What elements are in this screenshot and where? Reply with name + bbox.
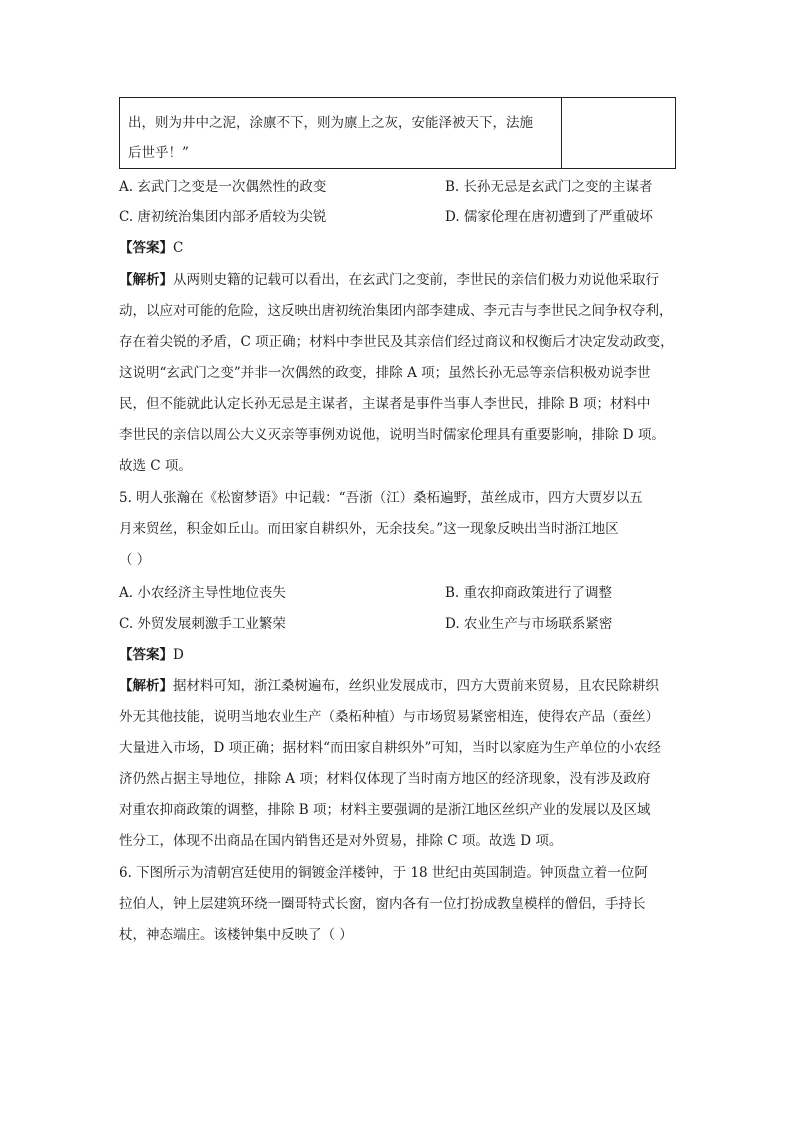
q5-analysis-line-5: 对重农抑商政策的调整，排除 B 项；材料主要强调的是浙江地区丝织产业的发展以及区域	[119, 802, 651, 818]
q5-answer-value: D	[173, 647, 184, 663]
quote-empty-cell	[562, 98, 675, 168]
q4-analysis-line-1: 【解析】从两则史籍的记载可以看出，在玄武门之变前，李世民的亲信们极力劝说他采取行	[119, 272, 659, 288]
quote-table	[119, 97, 676, 169]
q4-analysis	[119, 265, 679, 482]
q5-option-a: A. 小农经济主导性地位丧失	[119, 585, 286, 601]
q4-analysis-line-5: 民，但不能就此认定长孙无忌是主谋者，主谋者是事件当事人李世民，排除 B 项；材料中	[119, 396, 651, 412]
q6-stem-line-1: 6. 下图所示为清朝宫廷使用的铜镀金洋楼钟，于 18 世纪由英国制造。钟顶盘立着一位阿	[119, 865, 648, 881]
quote-line-2: 后世乎！”	[128, 145, 189, 161]
q4-analysis-line-6: 李世民的亲信以周公大义灭亲等事例劝说他，说明当时儒家伦理具有重要影响，排除 D 项。	[119, 427, 665, 443]
q5-analysis-line-1: 【解析】据材料可知，浙江桑树遍布，丝织业发展成市，四方大贾前来贸易，且农民除耕织	[119, 678, 659, 694]
q4-option-c: C. 唐初统治集团内部矛盾较为尖锐	[119, 209, 327, 225]
q4-analysis-label: 【解析】	[119, 272, 173, 288]
q5-answer	[119, 645, 184, 665]
q5-analysis-line-4: 济仍然占据主导地位，排除 A 项；材料仅体现了当时南方地区的经济现象，没有涉及政府	[119, 771, 651, 787]
q5-option-b: B. 重农抑商政策进行了调整	[445, 585, 613, 601]
q4-analysis-line-4: 这说明“玄武门之变”并非一次偶然的政变，排除 A 项；虽然长孙无忌等亲信积极劝说李世	[119, 365, 651, 381]
q5-analysis-line-3: 大量进入市场，D 项正确；据材料“而田家自耕织外”可知，当时以家庭为生产单位的小农经	[119, 740, 661, 756]
q5-analysis-line-2: 外无其他技能，说明当地农业生产（桑柘种植）与市场贸易紧密相连，使得农产品（蚕丝）	[119, 709, 659, 725]
q4-option-a: A. 玄武门之变是一次偶然性的政变	[119, 179, 327, 195]
q5-stem-line-1: 5. 明人张瀚在《松窗梦语》中记载：“吾浙（江）桑柘遍野，茧丝成市，四方大贾岁以五	[119, 490, 643, 506]
q5-stem	[119, 483, 679, 576]
q4-analysis-line-3: 存在着尖锐的矛盾，C 项正确；材料中李世民及其亲信们经过商议和权衡后才决定发动政变，	[119, 334, 674, 350]
q5-option-c: C. 外贸发展刺激手工业繁荣	[119, 616, 286, 632]
quote-cell	[120, 98, 562, 168]
q5-stem-line-3: （ ）	[119, 552, 151, 568]
q5-analysis-label: 【解析】	[119, 678, 173, 694]
q5-stem-line-2: 月来贸丝，积金如丘山。而田家自耕织外，无余技矣。”这一现象反映出当时浙江地区	[119, 521, 619, 537]
q4-answer-value: C	[173, 240, 184, 256]
q6-stem-line-3: 杖，神态端庄。该楼钟集中反映了（ ）	[119, 927, 353, 943]
q4-answer-label: 【答案】	[119, 240, 173, 256]
q6-stem-line-2: 拉伯人，钟上层建筑环绕一圈哥特式长窗，窗内各有一位打扮成教皇模样的僧侣，手持长	[119, 896, 646, 912]
q4-option-d: D. 儒家伦理在唐初遭到了严重破坏	[445, 209, 653, 225]
q5-analysis-line-6: 性分工，体现不出商品在国内销售还是对外贸易，排除 C 项。故选 D 项。	[119, 833, 563, 849]
q4-option-b: B. 长孙无忌是玄武门之变的主谋者	[445, 179, 653, 195]
quote-line-1: 出，则为井中之泥，涂廪不下，则为廪上之灰，安能泽被天下，法施	[128, 115, 533, 131]
q5-option-d: D. 农业生产与市场联系紧密	[445, 616, 613, 632]
q5-analysis	[119, 671, 679, 857]
q4-analysis-line-7: 故选 C 项。	[119, 458, 192, 474]
q4-answer	[119, 238, 183, 258]
q6-stem	[119, 858, 679, 951]
q4-analysis-line-2: 动，以应对可能的危险，这反映出唐初统治集团内部李建成、李元吉与李世民之间争权夺利，	[119, 303, 673, 319]
q5-answer-label: 【答案】	[119, 647, 173, 663]
